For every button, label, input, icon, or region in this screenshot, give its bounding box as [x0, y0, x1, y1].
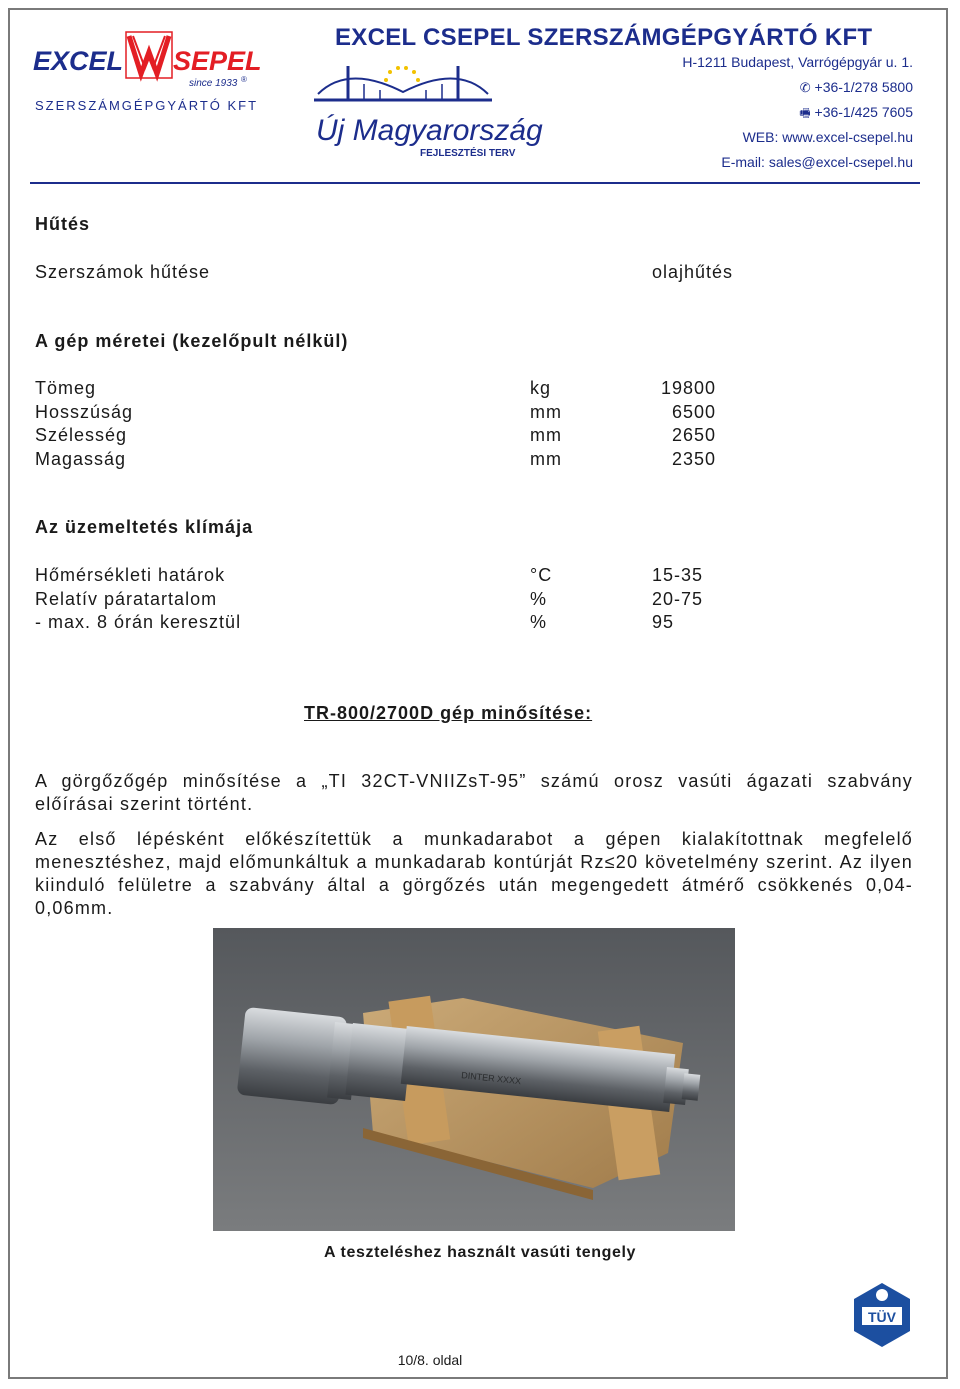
page-number: 10/8. oldal: [397, 1352, 463, 1368]
uj-magyarorszag-title: Új Magyarország: [316, 114, 543, 147]
climate-unit: °C: [530, 565, 553, 585]
dim-unit: mm: [530, 402, 562, 422]
climate-value: 20-75: [652, 589, 704, 609]
uj-magyarorszag-subtitle: FEJLESZTÉSI TERV: [420, 148, 516, 159]
company-name: EXCEL CSEPEL SZERSZÁMGÉPGYÁRTÓ KFT: [335, 24, 873, 51]
fax-icon: 🖷: [799, 106, 811, 120]
dim-label: Magasság: [35, 449, 127, 469]
climate-label: Hőmérsékleti határok: [35, 565, 226, 585]
fax-number: +36-1/425 7605: [814, 104, 913, 120]
bridge-icon: [314, 66, 492, 100]
shaft-marking: DINTER XXXX: [460, 1070, 522, 1087]
qualification-heading: TR-800/2700D gép minősítése:: [304, 703, 593, 723]
dim-value: 2650: [671, 425, 716, 445]
photo-caption: A teszteléshez használt vasúti tengely: [323, 1244, 637, 1261]
fax-line: [799, 104, 913, 125]
qualification-paragraph-1: A görgőzőgép minősítése a „TI 32CT-VNIIZsT-95” számú orosz vasúti ágazati szabvány előírásai szerint történt.: [35, 771, 913, 814]
tuv-badge-text: TÜV: [868, 1309, 896, 1325]
dim-label: Szélesség: [35, 425, 128, 445]
logo-since: since 1933: [189, 78, 238, 89]
climate-label: Relatív páratartalom: [35, 589, 218, 609]
phone-number: +36-1/278 5800: [814, 79, 913, 95]
cooling-heading: Hűtés: [35, 214, 91, 234]
phone-icon: ✆: [799, 80, 811, 95]
dim-label: Hosszúság: [35, 402, 134, 422]
eu-stars-icon: [384, 66, 420, 82]
dim-unit: kg: [530, 378, 552, 398]
uj-magyarorszag-logo: [308, 60, 543, 170]
email: E-mail: sales@excel-csepel.hu: [721, 154, 913, 170]
logo-registered: ®: [241, 75, 247, 84]
climate-value: 95: [652, 612, 675, 632]
logo-mark: [126, 32, 172, 78]
tuv-certification-badge: [848, 1281, 916, 1349]
railway-axle-photo: [213, 928, 735, 1231]
climate-unit: %: [530, 612, 548, 632]
header-divider: [30, 182, 920, 184]
dim-unit: mm: [530, 425, 562, 445]
climate-unit: %: [530, 589, 548, 609]
climate-heading: Az üzemeltetés klímája: [35, 517, 254, 537]
logo-word-excel: EXCEL: [33, 46, 124, 76]
company-address: H-1211 Budapest, Varrógépgyár u. 1.: [682, 54, 913, 70]
dim-label: Tömeg: [35, 378, 97, 398]
cooling-label: Szerszámok hűtése: [35, 262, 211, 282]
excel-csepel-logo: [33, 22, 263, 122]
dimensions-heading: A gép méretei (kezelőpult nélkül): [35, 331, 349, 351]
cooling-value: olajhűtés: [652, 262, 734, 282]
dim-value: 6500: [671, 402, 716, 422]
climate-value: 15-35: [652, 565, 704, 585]
climate-label: - max. 8 órán keresztül: [35, 612, 242, 632]
website: WEB: www.excel-csepel.hu: [742, 129, 913, 145]
dim-value: 2350: [671, 449, 716, 469]
qualification-paragraph-2: Az első lépésként előkészítettük a munkadarabot a gépen kialakítottnak megfelelő menesztéshez, majd előmunkáltuk a munkadarab kontúrját Rz≤20 követelmény szerint. Az ilyen kiinduló felületre a szabvány által a görgőzés után megengedett átmérő csökkenés 0,04-0,06mm.: [35, 829, 913, 918]
logo-subtitle: SZERSZÁMGÉPGYÁRTÓ KFT: [35, 98, 259, 113]
phone-line: [800, 79, 913, 96]
dim-value: 19800: [660, 378, 716, 398]
dim-unit: mm: [530, 449, 562, 469]
logo-word-sepel: SEPEL: [173, 46, 262, 76]
